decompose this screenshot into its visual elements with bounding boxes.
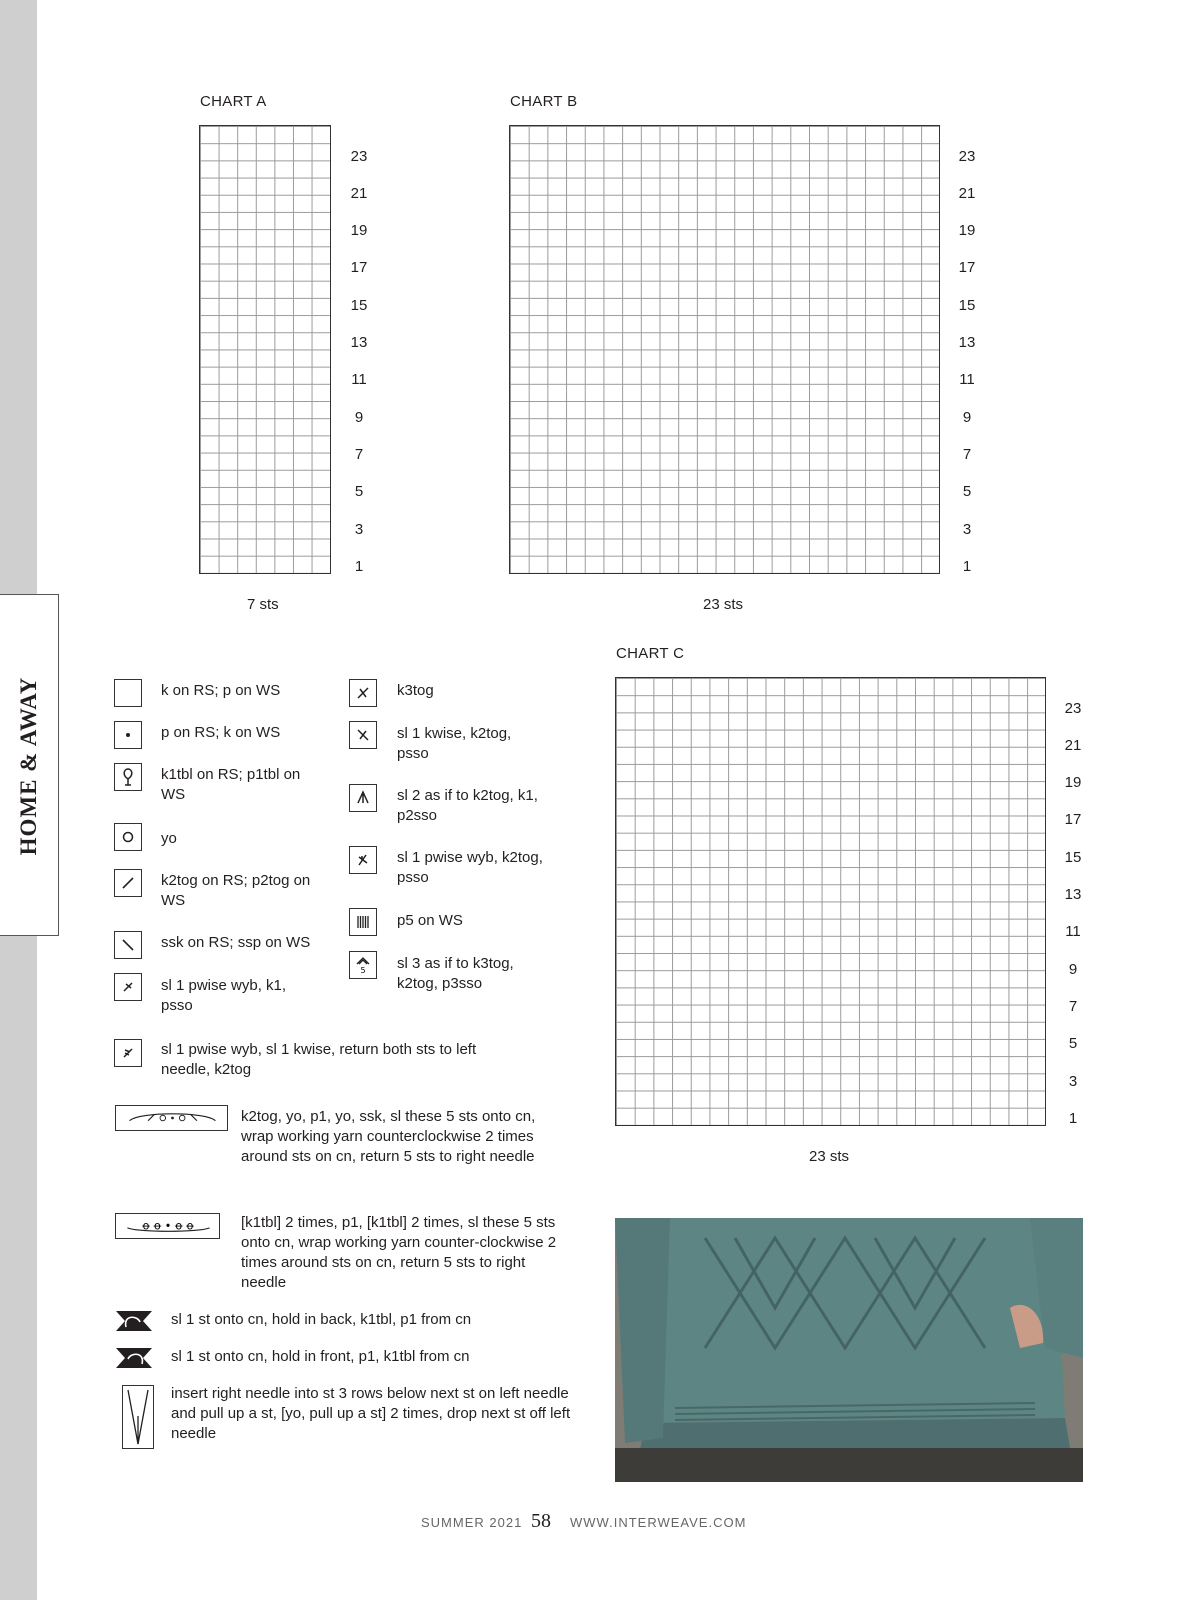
slip-psso-icon [114, 973, 142, 1001]
chart-c-stitch-count: 23 sts [809, 1148, 850, 1165]
sl1-k2tog-psso-icon [349, 721, 377, 749]
chart-a-title: CHART A [200, 93, 267, 110]
key-p5-ws: p5 on WS [397, 912, 463, 929]
k3tog-icon [349, 679, 377, 707]
key-k2tog: k2tog on RS; p2tog on WS [161, 872, 311, 909]
p5-ws-icon [349, 908, 377, 936]
chart-c-row-21: 21 [1064, 737, 1082, 754]
chart-b-row-13: 13 [958, 334, 976, 351]
chart-a-row-9: 9 [354, 409, 364, 426]
chart-b-row-23: 23 [958, 148, 976, 165]
chart-c-row-5: 5 [1068, 1035, 1078, 1052]
chart-c-row-3: 3 [1068, 1073, 1078, 1090]
chart-b-row-7: 7 [962, 446, 972, 463]
slip-return-icon [114, 1039, 142, 1067]
chart-a-row-15: 15 [350, 297, 368, 314]
chart-a-row-23: 23 [350, 148, 368, 165]
chart-a-row-19: 19 [350, 222, 368, 239]
key-sl1pwise-k2tog-psso: sl 1 pwise wyb, k2tog, psso [397, 849, 543, 886]
footer-url: WWW.INTERWEAVE.COM [570, 1515, 747, 1530]
chart-b-row-9: 9 [962, 409, 972, 426]
chart-a-row-7: 7 [354, 446, 364, 463]
chart-b-row-1: 1 [962, 558, 972, 575]
page-number: 58 [531, 1510, 551, 1532]
wrap-tbl-symbol [115, 1213, 220, 1239]
chart-c-row-11: 11 [1065, 923, 1081, 940]
chart-b-row-19: 19 [958, 222, 976, 239]
chart-c-grid [615, 677, 1046, 1126]
svg-text:ꝋ ꝋ • ꝋ ꝋ: ꝋ ꝋ • ꝋ ꝋ [142, 1219, 194, 1233]
chart-c-row-9: 9 [1068, 961, 1078, 978]
chart-b-row-17: 17 [958, 259, 976, 276]
key-sl1-k1-psso: sl 1 pwise wyb, k1, psso [161, 977, 287, 1014]
svg-text:5: 5 [360, 966, 366, 975]
key-sl3-k2tog-p3sso: sl 3 as if to k3tog, k2tog, p3sso [397, 955, 514, 992]
section-tab [0, 594, 59, 936]
chart-a-row-13: 13 [350, 334, 368, 351]
key-wrap-lace: k2tog, yo, p1, yo, ssk, sl these 5 sts onto cn, wrap working yarn counterclockwise 2 times around sts on cn, return 5 sts to right needle [241, 1108, 536, 1165]
key-k3tog: k3tog [397, 682, 434, 699]
chart-b-row-3: 3 [962, 521, 972, 538]
sl1-pwise-k2tog-psso-icon [349, 846, 377, 874]
k2tog-icon [114, 869, 142, 897]
chart-b-row-5: 5 [962, 483, 972, 500]
key-pull-up: insert right needle into st 3 rows below next st on left needle and pull up a st, [yo, pull up a st] 2 times, drop next st off left needle [171, 1385, 571, 1442]
chart-a-row-1: 1 [354, 558, 364, 575]
chart-b-row-11: 11 [959, 371, 975, 388]
cable-front-icon [115, 1347, 153, 1369]
chart-c-row-1: 1 [1068, 1110, 1078, 1127]
chart-a-row-21: 21 [350, 185, 368, 202]
chart-c-row-13: 13 [1064, 886, 1082, 903]
key-sl2-k1-p2sso: sl 2 as if to k2tog, k1, p2sso [397, 787, 538, 824]
central-double-decrease-icon [349, 784, 377, 812]
chart-c-row-15: 15 [1064, 849, 1082, 866]
yarn-over-icon [114, 823, 142, 851]
key-yo: yo [161, 830, 177, 847]
section-tab-label: HOME & AWAY [16, 676, 41, 856]
ssk-icon [114, 931, 142, 959]
chart-b-title: CHART B [510, 93, 578, 110]
key-knit: k on RS; p on WS [161, 682, 281, 699]
key-ssk: ssk on RS; ssp on WS [161, 934, 311, 951]
wrap-lace-symbol [115, 1105, 228, 1131]
pull-up-icon [122, 1385, 154, 1449]
chart-c-title: CHART C [616, 645, 685, 662]
chart-a-row-17: 17 [350, 259, 368, 276]
chart-a-grid [199, 125, 331, 574]
chart-c-row-23: 23 [1064, 700, 1082, 717]
chart-b-row-15: 15 [958, 297, 976, 314]
chart-a-row-3: 3 [354, 521, 364, 538]
cable-back-icon [115, 1310, 153, 1332]
chart-c-row-17: 17 [1064, 811, 1082, 828]
key-sl1-sl1-return: sl 1 pwise wyb, sl 1 kwise, return both sts to left needle, k2tog [161, 1041, 477, 1078]
chart-c-row-7: 7 [1068, 998, 1078, 1015]
chart-c-row-19: 19 [1064, 774, 1082, 791]
key-sl1-k2tog-psso: sl 1 kwise, k2tog, psso [397, 725, 512, 762]
chart-b-row-21: 21 [958, 185, 976, 202]
chart-a-row-11: 11 [351, 371, 367, 388]
chart-a-stitch-count: 7 sts [247, 596, 279, 613]
purl-dot-icon [114, 721, 142, 749]
key-cable-back: sl 1 st onto cn, hold in back, k1tbl, p1 from cn [171, 1311, 472, 1328]
chart-a-row-5: 5 [354, 483, 364, 500]
key-wrap-tbl: [k1tbl] 2 times, p1, [k1tbl] 2 times, sl these 5 sts onto cn, wrap working yarn counter-clockwise 2 times around sts on cn, return 5 sts to right needle [241, 1214, 557, 1291]
key-cable-front: sl 1 st onto cn, hold in front, p1, k1tbl from cn [171, 1348, 470, 1365]
knit-symbol [114, 679, 142, 707]
chart-b-grid [509, 125, 940, 574]
footer-issue: SUMMER 2021 [421, 1515, 523, 1530]
sweater-photo [615, 1218, 1083, 1482]
chart-b-stitch-count: 23 sts [703, 596, 744, 613]
sl3-k2tog-p3sso-icon [349, 951, 377, 979]
key-purl: p on RS; k on WS [161, 724, 281, 741]
twisted-stitch-icon [114, 763, 142, 791]
key-k1tbl: k1tbl on RS; p1tbl on WS [161, 766, 301, 803]
